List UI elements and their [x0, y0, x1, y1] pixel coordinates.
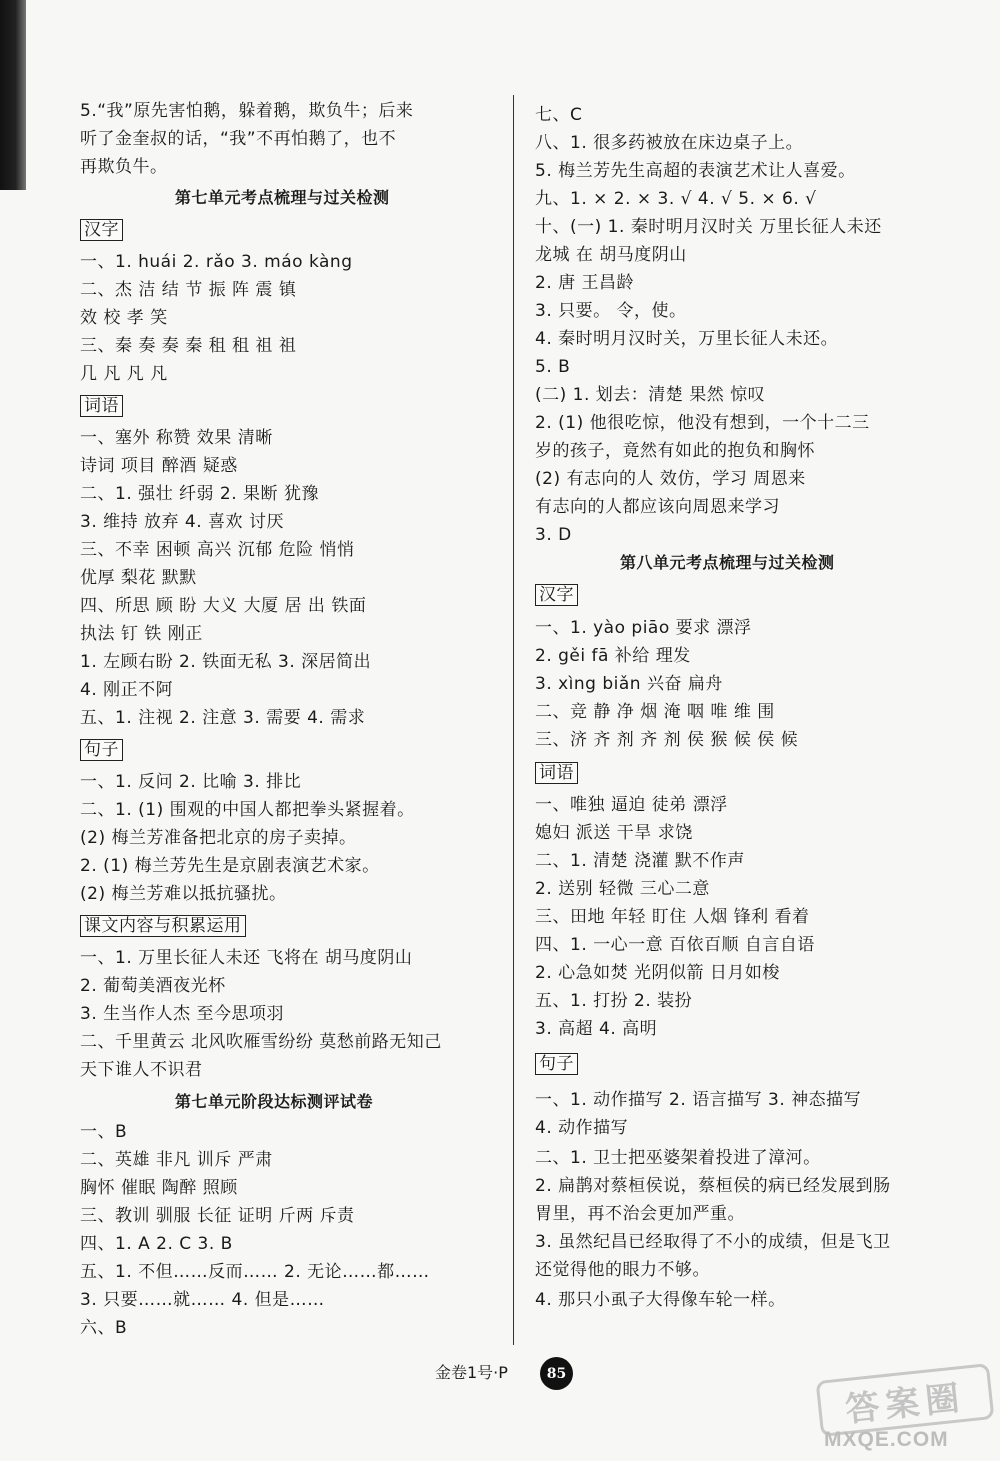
answer-line: (2) 梅兰芳准备把北京的房子卖掉。	[80, 828, 357, 848]
category-tag: 句子	[535, 1053, 578, 1075]
answer-line: 六、B	[80, 1318, 128, 1338]
answer-line: 媳妇 派送 干旱 求饶	[535, 823, 693, 843]
answer-line: 一、1. huái 2. rǎo 3. máo kàng	[80, 252, 353, 272]
page-number: 85	[540, 1357, 573, 1390]
answer-line: 3. D	[535, 525, 572, 545]
answer-line: 十、(一) 1. 秦时明月汉时关 万里长征人未还	[535, 217, 882, 237]
answer-line: 几 凡 凡 凡	[80, 364, 168, 384]
answer-line: 2. 扁鹊对蔡桓侯说，蔡桓侯的病已经发展到肠	[535, 1176, 891, 1196]
answer-line: 一、1. yào piāo 要求 漂浮	[535, 618, 752, 638]
answer-line: 四、所思 顾 盼 大义 大厦 居 出 铁面	[80, 596, 367, 616]
answer-line: 二、竞 静 净 烟 淹 咽 唯 维 围	[535, 702, 775, 722]
answer-line: 3. 生当作人杰 至今思项羽	[80, 1004, 285, 1024]
answer-line: 4. 动作描写	[535, 1118, 629, 1138]
answer-line: 二、1. (1) 围观的中国人都把拳头紧握着。	[80, 800, 415, 820]
answer-line: 优厚 梨花 默默	[80, 568, 197, 588]
category-tag: 句子	[80, 739, 123, 761]
answer-line: 3. 只要。 令，使。	[535, 301, 687, 321]
answer-line: 4. 刚正不阿	[80, 680, 174, 700]
scan-binding-edge	[0, 0, 26, 190]
section-heading: 第八单元考点梳理与过关检测	[620, 553, 835, 572]
answer-line: 一、塞外 称赞 效果 清晰	[80, 428, 273, 448]
answer-line: 3. 维持 放弃 4. 喜欢 讨厌	[80, 512, 284, 532]
answer-line: 3. 虽然纪昌已经取得了不小的成绩，但是飞卫	[535, 1232, 891, 1252]
answer-line: 四、1. 一心一意 百依百顺 自言自语	[535, 935, 815, 955]
answer-line: 2. (1) 梅兰芳先生是京剧表演艺术家。	[80, 856, 380, 876]
watermark-logo	[818, 1372, 990, 1452]
answer-line: 执法 钉 铁 刚正	[80, 624, 203, 644]
answer-line: 二、1. 强壮 纤弱 2. 果断 犹豫	[80, 484, 319, 504]
section-heading: 第七单元阶段达标测评试卷	[175, 1092, 374, 1111]
category-tag: 词语	[535, 762, 578, 784]
answer-line: 5.“我”原先害怕鹅，躲着鹅，欺负牛；后来	[80, 101, 414, 121]
answer-line: 三、济 齐 剂 齐 剂 侯 猴 候 侯 候	[535, 730, 799, 750]
answer-line: 3. 高超 4. 高明	[535, 1019, 658, 1039]
watermark-text: 答案圈	[816, 1363, 995, 1437]
category-tag: 汉字	[535, 584, 578, 606]
answer-line: 二、1. 卫士把巫婆架着投进了漳河。	[535, 1148, 821, 1168]
answer-line: 4. 那只小虱子大得像车轮一样。	[535, 1290, 786, 1310]
answer-line: (二) 1. 划去：清楚 果然 惊叹	[535, 385, 766, 405]
answer-line: 3. xìng biǎn 兴奋 扁舟	[535, 674, 723, 694]
answer-line: 三、教训 驯服 长征 证明 斤两 斥责	[80, 1206, 355, 1226]
answer-line: 岁的孩子，竟然有如此的抱负和胸怀	[535, 441, 815, 461]
answer-line: 3. 只要……就…… 4. 但是……	[80, 1290, 325, 1310]
answer-line: (2) 梅兰芳难以抵抗骚扰。	[80, 884, 287, 904]
answer-line: 八、1. 很多药被放在床边桌子上。	[535, 133, 804, 153]
category-tag: 词语	[80, 395, 123, 417]
answer-line: 五、1. 打扮 2. 装扮	[535, 991, 693, 1011]
answer-line: 天下谁人不识君	[80, 1060, 203, 1080]
answer-line: 一、B	[80, 1122, 128, 1142]
answer-line: 三、不幸 困顿 高兴 沉郁 危险 悄悄	[80, 540, 355, 560]
answer-line: (2) 有志向的人 效仿，学习 周恩来	[535, 469, 806, 489]
answer-line: 龙城 在 胡马度阴山	[535, 245, 687, 265]
category-tag: 汉字	[80, 219, 123, 241]
answer-line: 二、千里黄云 北风吹雁雪纷纷 莫愁前路无知己	[80, 1032, 442, 1052]
answer-line: 再欺负牛。	[80, 157, 168, 177]
answer-line: 2. 送别 轻微 三心二意	[535, 879, 710, 899]
answer-line: 诗词 项目 醉酒 疑惑	[80, 456, 238, 476]
watermark-url: MXQE.COM	[824, 1428, 949, 1451]
answer-line: 一、唯独 逼迫 徒弟 漂浮	[535, 795, 728, 815]
answer-line: 2. 唐 王昌龄	[535, 273, 635, 293]
answer-line: 三、秦 奏 奏 秦 租 租 祖 祖	[80, 336, 297, 356]
answer-line: 五、1. 注视 2. 注意 3. 需要 4. 需求	[80, 708, 366, 728]
section-heading: 第七单元考点梳理与过关检测	[175, 188, 390, 207]
answer-line: 九、1. × 2. × 3. √ 4. √ 5. × 6. √	[535, 189, 817, 209]
answer-line: 二、1. 清楚 浇灌 默不作声	[535, 851, 745, 871]
answer-line: 四、1. A 2. C 3. B	[80, 1234, 233, 1254]
answer-line: 一、1. 反问 2. 比喻 3. 排比	[80, 772, 302, 792]
footer-label: 金卷1号·P	[435, 1363, 508, 1382]
column-divider	[513, 95, 514, 1345]
answer-line: 效 校 孝 笑	[80, 308, 168, 328]
answer-line: 二、杰 洁 结 节 振 阵 震 镇	[80, 280, 297, 300]
answer-line: 二、英雄 非凡 训斥 严肃	[80, 1150, 273, 1170]
answer-line: 2. (1) 他很吃惊，他没有想到，一个十二三	[535, 413, 870, 433]
answer-line: 1. 左顾右盼 2. 铁面无私 3. 深居简出	[80, 652, 372, 672]
answer-line: 2. gěi fā 补给 理发	[535, 646, 691, 666]
answer-line: 一、1. 动作描写 2. 语言描写 3. 神态描写	[535, 1090, 862, 1110]
answer-line: 2. 心急如焚 光阴似箭 日月如梭	[535, 963, 780, 983]
answer-line: 2. 葡萄美酒夜光杯	[80, 976, 226, 996]
answer-line: 胃里，再不治会更加严重。	[535, 1204, 745, 1224]
answer-line: 三、田地 年轻 盯住 人烟 锋利 看着	[535, 907, 810, 927]
answer-line: 4. 秦时明月汉时关，万里长征人未还。	[535, 329, 839, 349]
answer-line: 胸怀 催眠 陶醉 照顾	[80, 1178, 238, 1198]
answer-line: 有志向的人都应该向周恩来学习	[535, 497, 780, 517]
answer-line: 七、C	[535, 105, 583, 125]
answer-line: 还觉得他的眼力不够。	[535, 1260, 710, 1280]
answer-line: 一、1. 万里长征人未还 飞将在 胡马度阴山	[80, 948, 413, 968]
answer-line: 5. 梅兰芳先生高超的表演艺术让人喜爱。	[535, 161, 856, 181]
answer-line: 5. B	[535, 357, 571, 377]
answer-line: 听了金奎叔的话，“我”不再怕鹅了，也不	[80, 129, 397, 149]
category-tag: 课文内容与积累运用	[80, 915, 246, 937]
answer-line: 五、1. 不但……反而…… 2. 无论……都……	[80, 1262, 430, 1282]
